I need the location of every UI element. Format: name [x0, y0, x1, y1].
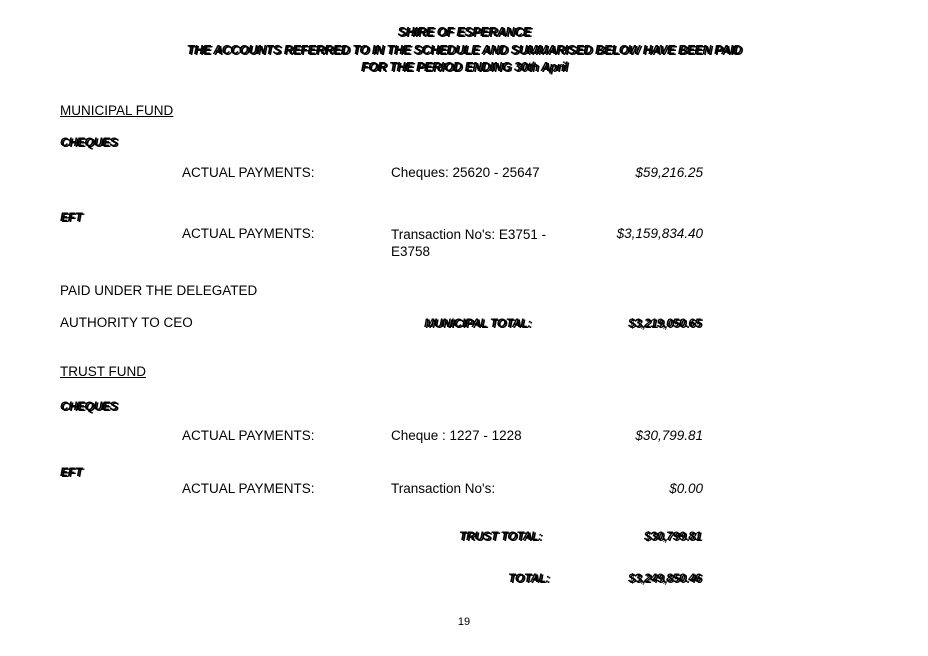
municipal-eft-label: EFT: [60, 210, 82, 224]
document-subtitle: THE ACCOUNTS REFERRED TO IN THE SCHEDULE AND SUMMARISED BELOW HAVE BEEN PAID: [186, 43, 742, 57]
municipal-total-label: MUNICIPAL TOTAL:: [424, 316, 531, 330]
document-period: FOR THE PERIOD ENDING 30th April: [360, 60, 568, 74]
municipal-eft-actual-label: ACTUAL PAYMENTS:: [182, 226, 315, 241]
page-number: 19: [457, 616, 471, 628]
trust-eft-transactions: Transaction No's:: [391, 481, 496, 496]
grand-total-label: TOTAL:: [508, 571, 550, 585]
trust-cheques-actual-label: ACTUAL PAYMENTS:: [182, 428, 315, 443]
municipal-eft-amount: $3,159,834.40: [616, 226, 703, 241]
municipal-fund-heading: MUNICIPAL FUND: [60, 103, 174, 118]
document-title: SHIRE OF ESPERANCE: [397, 25, 531, 39]
municipal-eft-transactions: Transaction No's: E3751 - E3758: [391, 227, 547, 259]
delegated-authority-line1: PAID UNDER THE DELEGATED: [60, 283, 258, 298]
municipal-cheques-amount: $59,216.25: [635, 165, 703, 180]
municipal-total-amount: $3,219,050.65: [628, 316, 701, 330]
trust-eft-amount: $0.00: [669, 481, 703, 496]
trust-cheques-amount: $30,799.81: [635, 428, 703, 443]
trust-eft-actual-label: ACTUAL PAYMENTS:: [182, 481, 315, 496]
trust-cheques-range: Cheque : 1227 - 1228: [391, 428, 522, 443]
delegated-authority-line2: AUTHORITY TO CEO: [60, 315, 193, 330]
municipal-cheques-actual-label: ACTUAL PAYMENTS:: [182, 165, 315, 180]
grand-total-amount: $3,249,850.46: [628, 571, 701, 585]
trust-eft-label: EFT: [60, 465, 82, 479]
municipal-cheques-label: CHEQUES: [60, 135, 118, 149]
trust-total-amount: $30,799.81: [643, 529, 701, 543]
trust-cheques-label: CHEQUES: [60, 399, 118, 413]
municipal-cheques-range: Cheques: 25620 - 25647: [391, 165, 540, 180]
trust-total-label: TRUST TOTAL:: [459, 529, 542, 543]
trust-fund-heading: TRUST FUND: [60, 364, 146, 379]
